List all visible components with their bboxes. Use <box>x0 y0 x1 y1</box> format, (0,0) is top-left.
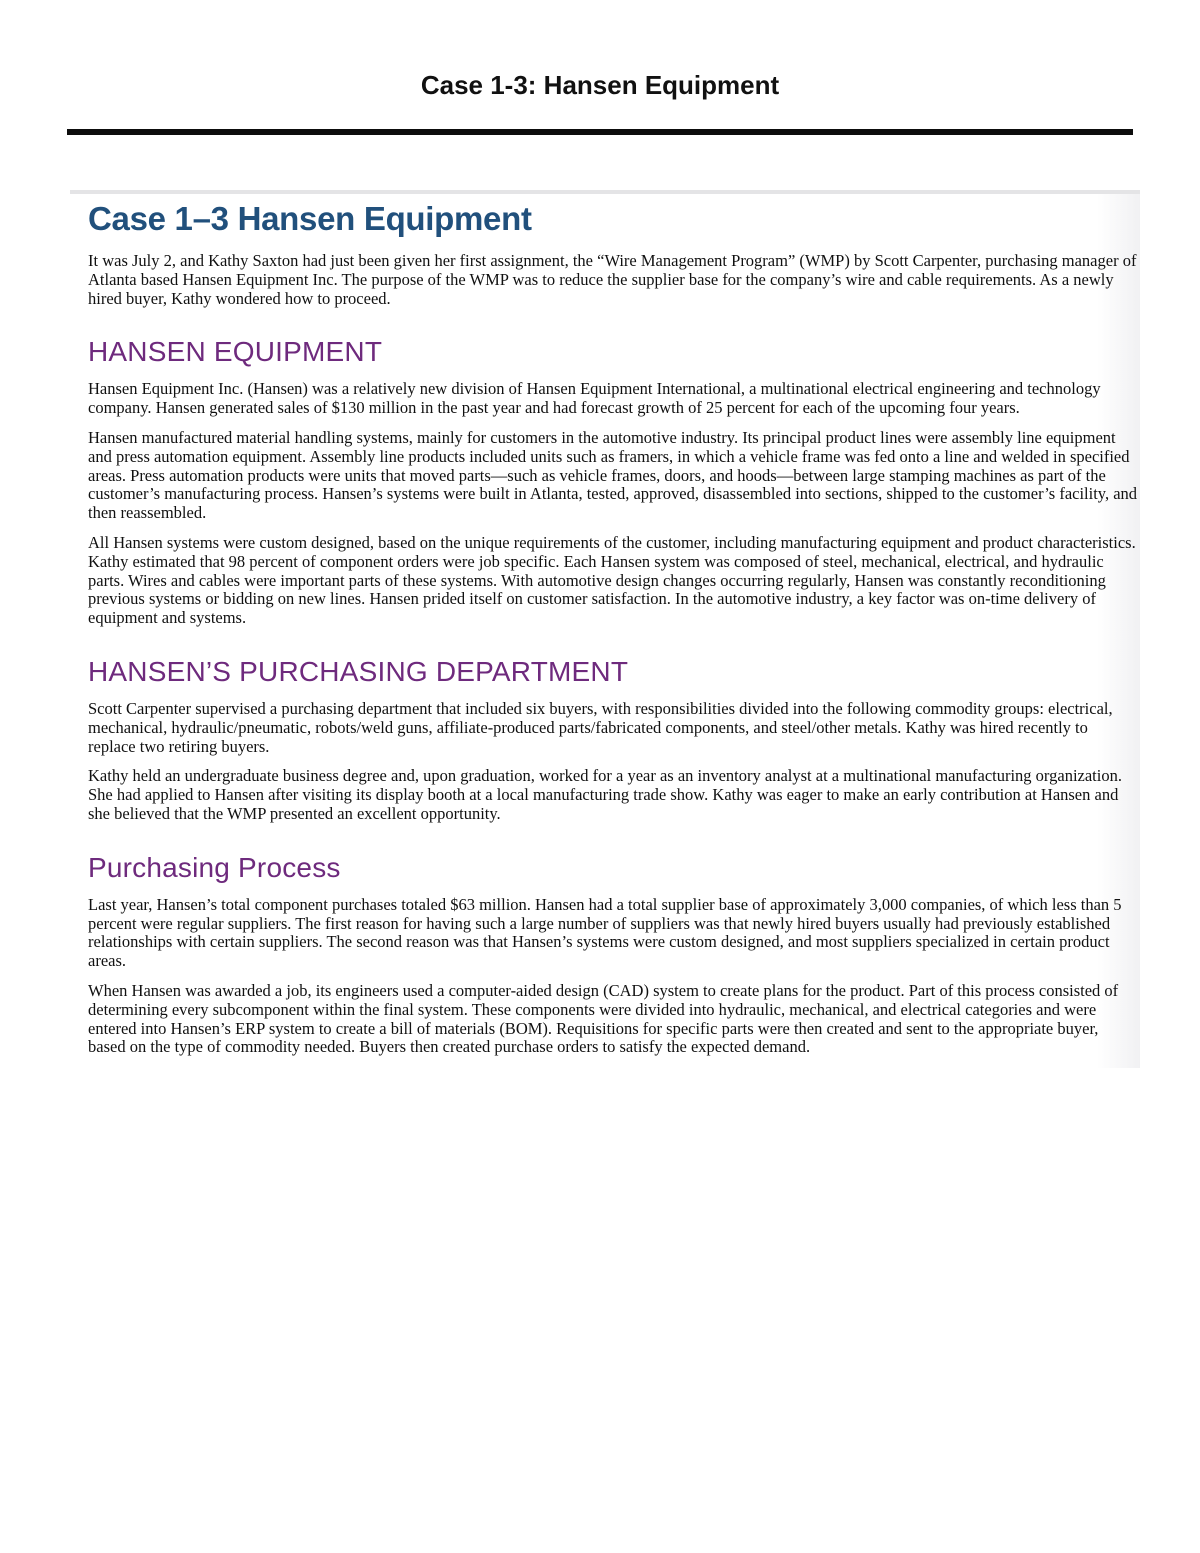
paragraph: Hansen Equipment Inc. (Hansen) was a relatively new division of Hansen Equipment International, a multinational electrical engineering and technology company. Hansen generated sales of $130 million in the past year and had forecast growth of 25 percent for each of the upcoming four years. <box>88 379 1101 418</box>
intro-paragraph: It was July 2, and Kathy Saxton had just been given her first assignment, the “Wire Management Program” (WMP) by Scott Carpenter, purchasing manager of Atlanta based Hansen Equipment Inc. The purpose of the WMP was to reduce the supplier base for the company’s wire and cable requirements. As a newly hired buyer, Kathy wondered how to proceed. <box>88 251 1137 308</box>
page-title: Case 1-3: Hansen Equipment <box>420 70 780 100</box>
paragraph: All Hansen systems were custom designed, based on the unique requirements of the customer, including manufacturing equipment and product characteristics. Kathy estimated that 98 percent of component orders were job specific. Each Hansen system was composed of steel, mechanical, electrical, and hydraulic parts. Wires and cables were important parts of these systems. With automotive design changes occurring regularly, Hansen was constantly reconditioning previous systems or bidding on new lines. Hansen prided itself on customer satisfaction. In the automotive industry, a key factor was on-time delivery of equipment and systems. <box>88 532 1136 628</box>
paragraph: When Hansen was awarded a job, its engineers used a computer-aided design (CAD) system to create plans for the product. Part of this process consisted of determining every subcomponent within the final system. These components were divided into hydraulic, mechanical, and electrical categories and were entered into Hansen’s ERP system to create a bill of materials (BOM). Requisitions for specific parts were then created and sent to the appropriate buyer, based on the type of commodity needed. Buyers then created purchase orders to satisfy the expected demand. <box>88 980 1119 1057</box>
paragraph: Kathy held an undergraduate business degree and, upon graduation, worked for a year as an inventory analyst at a multinational manufacturing organization. She had applied to Hansen after visiting its display booth at a local manufacturing trade show. Kathy was eager to make an early contribution at Hansen and she believed that the WMP presented an excellent opportunity. <box>88 766 1122 823</box>
section-heading-purchasing-process: Purchasing Process <box>88 851 341 883</box>
case-excerpt <box>70 190 1140 1068</box>
section-heading-hansen-equipment: HANSEN EQUIPMENT <box>88 336 383 368</box>
header-divider <box>67 129 1133 135</box>
section-heading-purchasing-department: HANSEN’S PURCHASING DEPARTMENT <box>88 655 629 687</box>
paragraph: Scott Carpenter supervised a purchasing department that included six buyers, with responsibilities divided into the following commodity groups: electrical, mechanical, hydraulic/pneumatic, robots/weld guns, affiliate-produced parts/fabricated components, and steel/other metals. Kathy was hired recently to replace two retiring buyers. <box>88 698 1113 756</box>
paragraph: Last year, Hansen’s total component purchases totaled $63 million. Hansen had a total supplier base of approximately 3,000 companies, of which less than 5 percent were regular suppliers. The first reason for having such a large number of suppliers was that newly hired buyers usually had previously established relationships with certain suppliers. The second reason was that Hansen’s systems were custom designed, and most suppliers specialized in certain product areas. <box>88 894 1122 971</box>
case-title: Case 1–3 Hansen Equipment <box>88 200 532 237</box>
paragraph: Hansen manufactured material handling systems, mainly for customers in the automotive industry. Its principal product lines were assembly line equipment and press automation equipment. Assembly line products included units such as framers, in which a vehicle frame was fed onto a line and welded in specified areas. Press automation products were units that moved parts—such as vehicle frames, doors, and hoods—between large stamping machines as part of the customer’s manufacturing process. Hansen’s systems were built in Atlanta, tested, approved, disassembled into sections, shipped to the customer’s facility, and then reassembled. <box>88 427 1138 523</box>
